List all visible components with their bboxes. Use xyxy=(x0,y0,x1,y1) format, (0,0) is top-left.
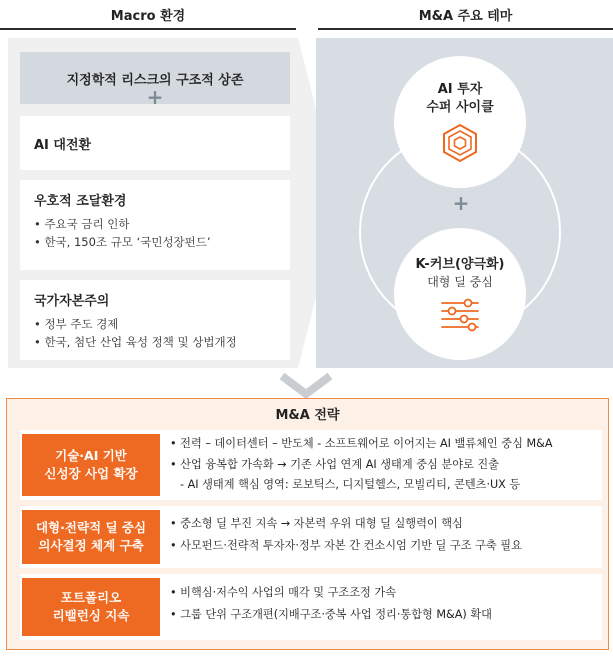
ai-transition-title: AI 대전환 xyxy=(34,137,92,153)
strategy-label-line: 의사결정 체계 구축 xyxy=(38,538,144,553)
plus-icon: + xyxy=(452,191,470,215)
strategy-label xyxy=(22,510,160,564)
strategy-bullet: • 전력 – 데이터센터 – 반도체 - 소프트웨어로 이어지는 AI 밸류체인 중심 M&A xyxy=(170,436,552,452)
strategy-bullet: • 산업 융복합 가속화 → 기존 사업 연계 AI 생태계 중심 분야로 진출 xyxy=(170,457,499,473)
financing-bullet: • 주요국 금리 인하 xyxy=(34,215,276,233)
strategy-label-line: 신성장 사업 확장 xyxy=(44,466,138,481)
k-curve-subtitle: 대형 딜 중심 xyxy=(427,274,493,289)
strategy-label-line: 포트폴리오 xyxy=(60,590,122,605)
financing-card xyxy=(20,180,290,270)
state-capitalism-bullet: • 정부 주도 경제 xyxy=(34,315,276,333)
strategy-bullet: • 사모펀드·전략적 투자자·정부 자본 간 컨소시엄 기반 딜 구조 구축 필요 xyxy=(170,538,522,554)
ai-supercycle-title: AI 투자 xyxy=(437,82,483,97)
financing-bullet: • 한국, 150조 규모 ‘국민성장펀드’ xyxy=(34,233,276,251)
strategy-label xyxy=(22,434,160,496)
geopolitical-risk-box: 지정학적 리스크의 구조적 상존 xyxy=(20,52,290,104)
financing-title: 우호적 조달환경 xyxy=(34,194,127,209)
ai-supercycle-subtitle: 수퍼 사이클 xyxy=(426,100,494,115)
strategy-sub-bullet: - AI 생태계 핵심 영역: 로보틱스, 디지털헬스, 모빌리티, 콘텐츠·UX 등 xyxy=(180,478,521,491)
state-capitalism-title: 국가자본주의 xyxy=(34,294,110,309)
strategy-label-line: 대형·전략적 딜 중심 xyxy=(35,520,147,535)
state-capitalism-bullet: • 한국, 첨단 산업 육성 정책 및 상법개정 xyxy=(34,333,276,351)
strategy-label-line: 리밸런싱 지속 xyxy=(52,608,130,623)
plus-icon: + xyxy=(146,85,164,109)
strategy-bullet: • 중소형 딜 부진 지속 → 자본력 우위 대형 딜 실행력이 핵심 xyxy=(170,516,463,532)
sliders-icon xyxy=(438,297,482,333)
strategy-label xyxy=(22,578,160,636)
ai-supercycle-circle xyxy=(394,56,526,188)
k-curve-title: K-커브(양극화) xyxy=(415,256,505,272)
hexagon-chip-icon xyxy=(440,123,480,163)
strategy-label-line: 기술·AI 기반 xyxy=(55,448,127,463)
theme-header: M&A 주요 테마 xyxy=(318,0,613,30)
macro-header: Macro 환경 xyxy=(0,0,296,30)
k-curve-circle xyxy=(394,228,526,360)
strategy-bullet: • 그룹 단위 구조개편(지배구조·중복 사업 정리·통합형 M&A) 확대 xyxy=(170,607,492,623)
strategy-bullet: • 비핵심·저수익 사업의 매각 및 구조조정 가속 xyxy=(170,585,396,601)
state-capitalism-card xyxy=(20,280,290,360)
strategy-title: M&A 전략 xyxy=(275,408,340,423)
ai-transition-card xyxy=(20,116,290,170)
